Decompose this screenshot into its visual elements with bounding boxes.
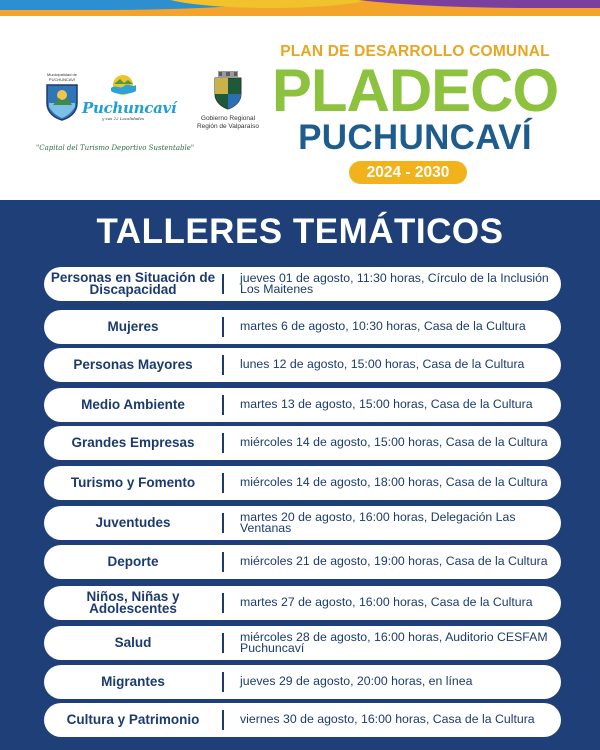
row-divider [222,395,224,415]
workshop-row [44,310,561,344]
plan-title: PLAN DE DESARROLLO COMUNAL [280,43,550,60]
pladeco-heading: PLADECO [271,57,559,124]
workshop-row [44,388,561,422]
workshop-detail: viernes 30 de agosto, 16:00 horas, Casa de la Cultura [240,712,535,727]
sun-wave-icon [108,74,138,96]
gobierno-regional-logo [196,70,260,131]
workshop-row [44,545,561,579]
workshop-name: Personas en Situación de Discapacidad [50,270,216,297]
row-divider [222,672,224,692]
row-divider [222,433,224,453]
row-divider [222,355,224,375]
workshop-name: Migrantes [101,674,165,689]
commune-heading: PUCHUNCAVÍ [298,118,532,157]
workshop-row [44,426,561,460]
workshop-detail: martes 20 de agosto, 16:00 horas, Delegación Las Ventanas [240,509,516,535]
workshop-row [44,466,561,500]
row-divider [222,473,224,493]
workshop-name: Grandes Empresas [71,435,195,450]
workshop-name: Niños, Niñas y Adolescentes [86,589,180,616]
top-decorative-band [0,0,600,16]
header [0,16,600,200]
workshop-name: Cultura y Patrimonio [66,712,200,727]
workshop-detail: martes 27 de agosto, 16:00 horas, Casa de la Cultura [240,595,533,610]
section-title: TALLERES TEMÁTICOS [96,212,504,251]
workshop-name: Juventudes [95,515,171,530]
workshop-detail: miércoles 21 de agosto, 19:00 horas, Casa de la Cultura [240,554,548,569]
workshop-name: Medio Ambiente [81,397,185,412]
row-divider [222,274,224,294]
logos-group [30,72,260,162]
tagline: "Capital del Turismo Deportivo Sustentable" [36,144,195,152]
workshop-row [44,703,561,737]
municipality-logo [40,72,84,121]
row-divider [222,593,224,613]
row-divider [222,513,224,533]
gobierno-caption-line2: Región de Valparaíso [196,123,260,130]
regional-shield-icon [212,70,244,110]
workshop-detail: lunes 12 de agosto, 15:00 horas, Casa de la Cultura [240,357,525,372]
workshop-name: Deporte [107,554,159,569]
row-divider [222,710,224,730]
workshop-detail: miércoles 28 de agosto, 16:00 horas, Auditorio CESFAM Puchuncaví [240,629,548,655]
row-divider [222,633,224,653]
workshop-name: Mujeres [107,319,159,334]
workshop-name: Personas Mayores [73,357,193,372]
workshops-section [0,200,600,750]
workshop-row [44,665,561,699]
workshop-row [44,586,561,620]
years-badge: 2024 - 2030 [349,161,467,184]
workshop-detail: miércoles 14 de agosto, 18:00 horas, Casa de la Cultura [240,475,548,490]
workshop-detail: jueves 01 de agosto, 11:30 horas, Círculo de la Inclusión Los Maitenes [240,270,549,296]
workshop-row [44,506,561,540]
workshop-detail: martes 13 de agosto, 15:00 horas, Casa de la Cultura [240,397,533,412]
brand-word: Puchuncaví [82,99,177,117]
municipality-caption: Municipalidad de PUCHUNCAVÍ [46,72,78,82]
row-divider [222,552,224,572]
puchuncavi-brand-logo [82,74,177,121]
workshop-row [44,267,561,301]
workshop-name: Salud [114,635,152,650]
municipality-shield-icon [45,83,79,121]
workshop-name: Turismo y Fomento [70,475,196,490]
workshop-row [44,626,561,660]
workshop-detail: miércoles 14 de agosto, 15:00 horas, Casa de la Cultura [240,435,548,450]
brand-subtitle: y sus 22 Localidades [101,116,145,121]
workshop-row [44,348,561,382]
gobierno-caption-line1: Gobierno Regional [200,115,256,122]
row-divider [222,317,224,337]
workshop-detail: jueves 29 de agosto, 20:00 horas, en línea [240,674,473,689]
workshop-detail: martes 6 de agosto, 10:30 horas, Casa de la Cultura [240,319,526,334]
